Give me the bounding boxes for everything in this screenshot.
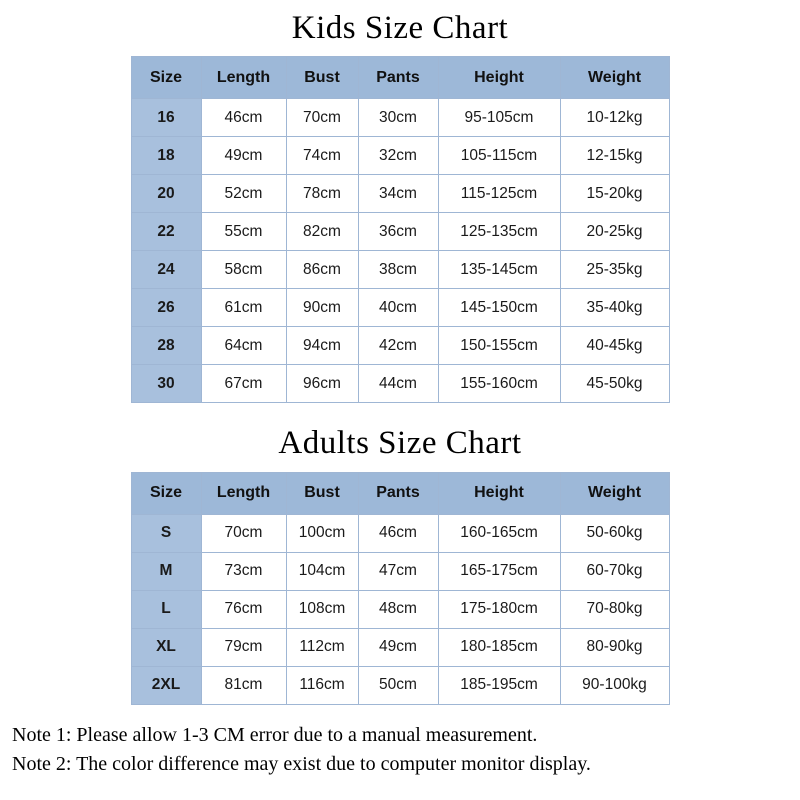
cell-size: 20 xyxy=(131,175,201,213)
kids-table-header xyxy=(131,57,669,99)
cell-length: 64cm xyxy=(201,327,286,365)
table-row xyxy=(131,213,669,251)
column-header-bust: Bust xyxy=(286,472,358,514)
cell-length: 46cm xyxy=(201,99,286,137)
cell-length: 49cm xyxy=(201,137,286,175)
cell-length: 73cm xyxy=(201,552,286,590)
table-row xyxy=(131,175,669,213)
cell-bust: 100cm xyxy=(286,514,358,552)
table-row xyxy=(131,552,669,590)
adults-size-table xyxy=(131,472,670,705)
column-header-height: Height xyxy=(438,57,560,99)
column-header-length: Length xyxy=(201,57,286,99)
table-header-row xyxy=(131,472,669,514)
table-row xyxy=(131,251,669,289)
cell-height: 185-195cm xyxy=(438,666,560,704)
cell-pants: 48cm xyxy=(358,590,438,628)
column-header-height: Height xyxy=(438,472,560,514)
cell-height: 180-185cm xyxy=(438,628,560,666)
column-header-length: Length xyxy=(201,472,286,514)
cell-bust: 90cm xyxy=(286,289,358,327)
cell-weight: 12-15kg xyxy=(560,137,669,175)
cell-pants: 47cm xyxy=(358,552,438,590)
cell-height: 95-105cm xyxy=(438,99,560,137)
cell-bust: 86cm xyxy=(286,251,358,289)
cell-height: 155-160cm xyxy=(438,365,560,403)
cell-bust: 96cm xyxy=(286,365,358,403)
column-header-bust: Bust xyxy=(286,57,358,99)
column-header-pants: Pants xyxy=(358,57,438,99)
cell-bust: 94cm xyxy=(286,327,358,365)
cell-height: 105-115cm xyxy=(438,137,560,175)
cell-length: 61cm xyxy=(201,289,286,327)
cell-bust: 104cm xyxy=(286,552,358,590)
cell-weight: 60-70kg xyxy=(560,552,669,590)
kids-size-table xyxy=(131,56,670,403)
cell-pants: 30cm xyxy=(358,99,438,137)
cell-size: M xyxy=(131,552,201,590)
table-row xyxy=(131,514,669,552)
kids-table-body xyxy=(131,99,669,403)
note-line-2: Note 2: The color difference may exist due to computer monitor display. xyxy=(12,752,591,775)
cell-weight: 70-80kg xyxy=(560,590,669,628)
cell-weight: 80-90kg xyxy=(560,628,669,666)
cell-size: L xyxy=(131,590,201,628)
table-row xyxy=(131,628,669,666)
cell-weight: 10-12kg xyxy=(560,99,669,137)
note-line-1: Note 1: Please allow 1-3 CM error due to a manual measurement. xyxy=(12,723,538,746)
cell-pants: 34cm xyxy=(358,175,438,213)
adults-chart-title: Adults Size Chart xyxy=(278,425,522,462)
cell-weight: 50-60kg xyxy=(560,514,669,552)
cell-height: 135-145cm xyxy=(438,251,560,289)
cell-bust: 112cm xyxy=(286,628,358,666)
cell-length: 76cm xyxy=(201,590,286,628)
cell-pants: 42cm xyxy=(358,327,438,365)
kids-chart-title: Kids Size Chart xyxy=(291,10,509,46)
cell-weight: 20-25kg xyxy=(560,213,669,251)
cell-size: 16 xyxy=(131,99,201,137)
table-row xyxy=(131,327,669,365)
adults-table-header xyxy=(131,472,669,514)
cell-size: 26 xyxy=(131,289,201,327)
cell-height: 175-180cm xyxy=(438,590,560,628)
cell-length: 55cm xyxy=(201,213,286,251)
cell-size: 28 xyxy=(131,327,201,365)
column-header-size: Size xyxy=(131,57,201,99)
cell-height: 160-165cm xyxy=(438,514,560,552)
cell-bust: 78cm xyxy=(286,175,358,213)
cell-pants: 38cm xyxy=(358,251,438,289)
cell-height: 150-155cm xyxy=(438,327,560,365)
cell-pants: 44cm xyxy=(358,365,438,403)
notes-section xyxy=(0,721,800,779)
cell-pants: 50cm xyxy=(358,666,438,704)
column-header-weight: Weight xyxy=(560,472,669,514)
cell-length: 81cm xyxy=(201,666,286,704)
cell-bust: 70cm xyxy=(286,99,358,137)
cell-size: XL xyxy=(131,628,201,666)
cell-size: S xyxy=(131,514,201,552)
table-row xyxy=(131,666,669,704)
cell-length: 79cm xyxy=(201,628,286,666)
cell-size: 18 xyxy=(131,137,201,175)
cell-bust: 74cm xyxy=(286,137,358,175)
cell-length: 52cm xyxy=(201,175,286,213)
cell-bust: 108cm xyxy=(286,590,358,628)
cell-size: 22 xyxy=(131,213,201,251)
cell-weight: 15-20kg xyxy=(560,175,669,213)
cell-pants: 49cm xyxy=(358,628,438,666)
cell-bust: 82cm xyxy=(286,213,358,251)
table-row xyxy=(131,137,669,175)
column-header-size: Size xyxy=(131,472,201,514)
table-header-row xyxy=(131,57,669,99)
table-row xyxy=(131,365,669,403)
table-row xyxy=(131,99,669,137)
cell-weight: 45-50kg xyxy=(560,365,669,403)
adults-table-body xyxy=(131,514,669,704)
table-row xyxy=(131,289,669,327)
cell-size: 24 xyxy=(131,251,201,289)
cell-pants: 46cm xyxy=(358,514,438,552)
cell-height: 165-175cm xyxy=(438,552,560,590)
cell-length: 67cm xyxy=(201,365,286,403)
cell-bust: 116cm xyxy=(286,666,358,704)
cell-length: 58cm xyxy=(201,251,286,289)
cell-size: 30 xyxy=(131,365,201,403)
cell-size: 2XL xyxy=(131,666,201,704)
cell-pants: 36cm xyxy=(358,213,438,251)
column-header-pants: Pants xyxy=(358,472,438,514)
cell-weight: 40-45kg xyxy=(560,327,669,365)
cell-height: 145-150cm xyxy=(438,289,560,327)
cell-height: 115-125cm xyxy=(438,175,560,213)
table-row xyxy=(131,590,669,628)
cell-height: 125-135cm xyxy=(438,213,560,251)
cell-weight: 35-40kg xyxy=(560,289,669,327)
cell-length: 70cm xyxy=(201,514,286,552)
cell-weight: 25-35kg xyxy=(560,251,669,289)
column-header-weight: Weight xyxy=(560,57,669,99)
cell-pants: 40cm xyxy=(358,289,438,327)
cell-weight: 90-100kg xyxy=(560,666,669,704)
cell-pants: 32cm xyxy=(358,137,438,175)
